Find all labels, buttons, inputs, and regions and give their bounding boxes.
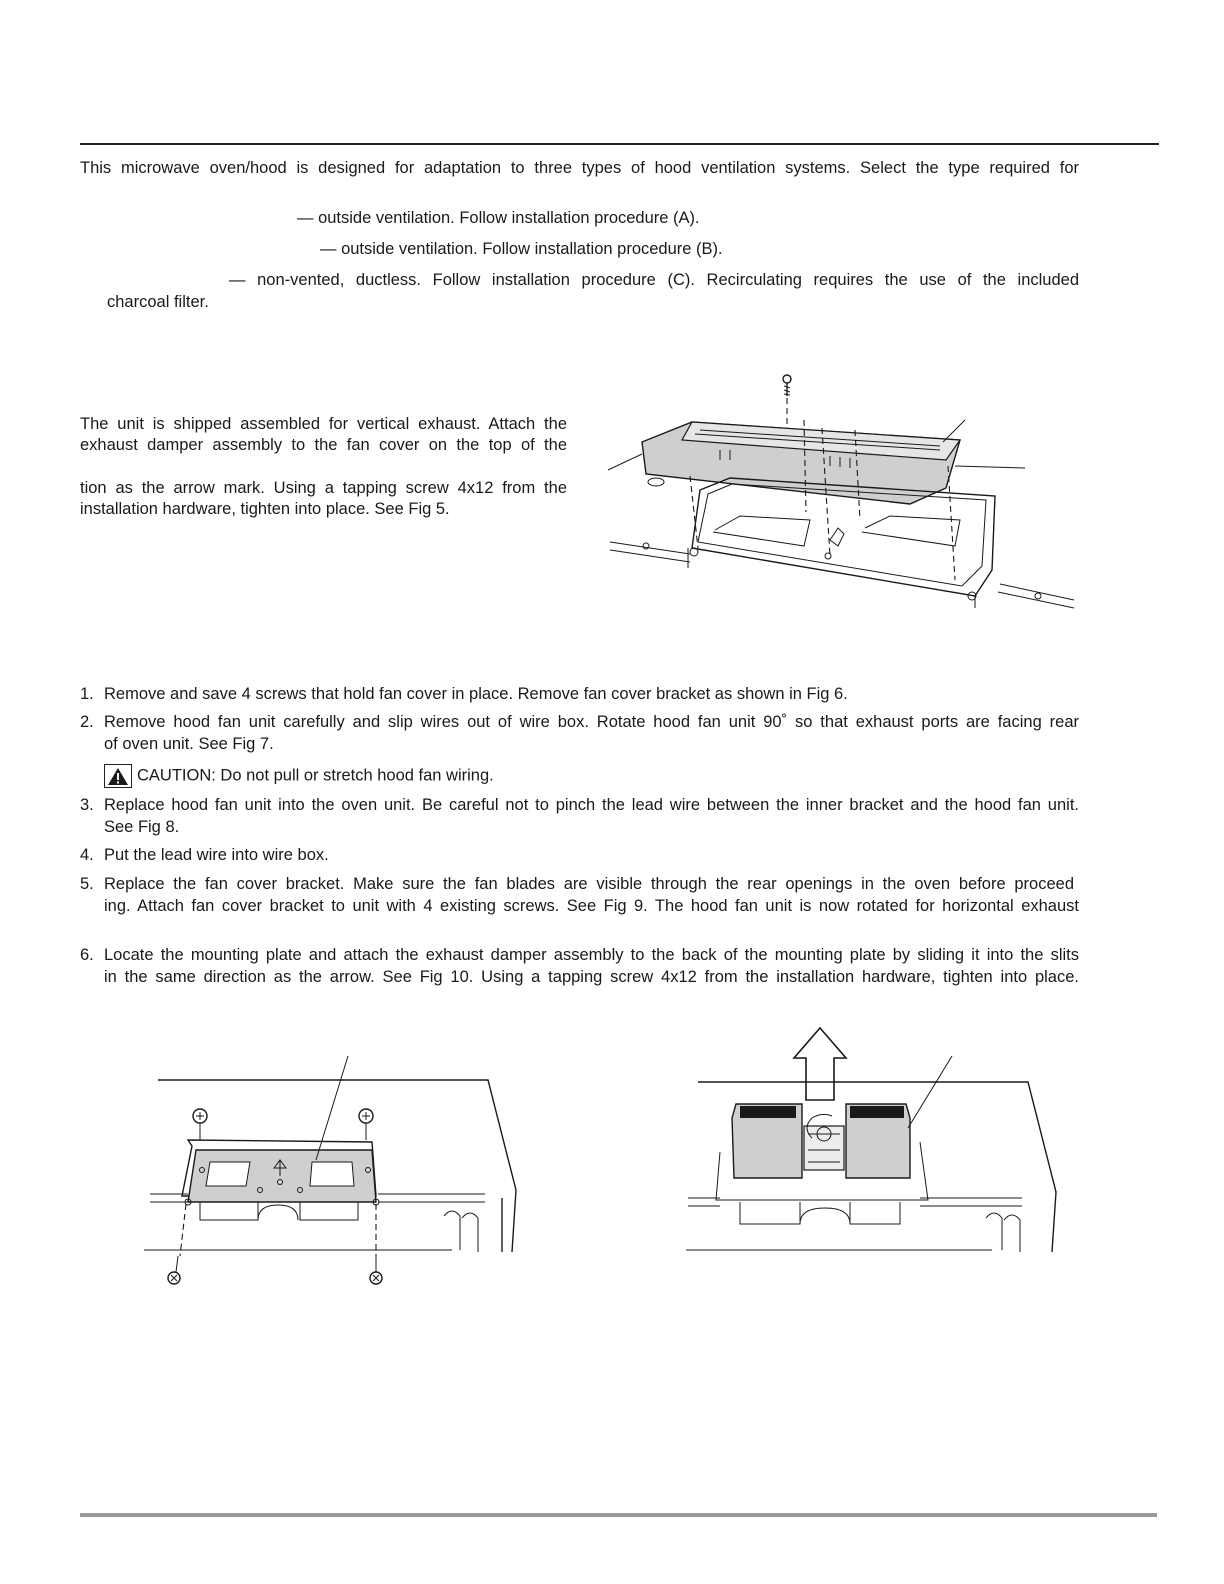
screw-icon <box>168 1256 180 1284</box>
step-3-line-1: Replace hood fan unit into the oven unit. Be careful not to pinch the lead wire between the inner bracket and the hood fan unit. <box>104 796 1079 814</box>
screw-icon <box>370 1256 382 1284</box>
step-6-line-1: Locate the mounting plate and attach the exhaust damper assembly to the back of the mounting plate by sliding it into the slits <box>104 946 1079 964</box>
screw-icon <box>359 1109 373 1140</box>
warning-triangle-icon <box>104 764 132 788</box>
footer-rule <box>80 1513 1157 1517</box>
step-1-number: 1. <box>80 685 94 703</box>
vertical-line-3: tion as the arrow mark. Using a tapping screw 4x12 from the <box>80 479 567 497</box>
option-a-text: — outside ventilation. Follow installation procedure (A). <box>297 209 700 227</box>
step-1-line-1: Remove and save 4 screws that hold fan cover in place. Remove fan cover bracket as shown in Fig 6. <box>104 685 848 703</box>
caution-text: CAUTION: Do not pull or stretch hood fan wiring. <box>137 766 494 785</box>
step-4-line-1: Put the lead wire into wire box. <box>104 846 329 864</box>
step-5-line-1: Replace the fan cover bracket. Make sure the fan blades are visible through the rear openings in the oven before proceed <box>104 875 1074 893</box>
step-3-line-2: See Fig 8. <box>104 818 180 836</box>
step-6-number: 6. <box>80 946 94 964</box>
vertical-line-1: The unit is shipped assembled for vertical exhaust. Attach the <box>80 415 567 433</box>
vertical-line-2: exhaust damper assembly to the fan cover on the top of the <box>80 436 567 454</box>
damper-assembly-figure <box>600 370 1090 615</box>
step-6-line-2: in the same direction as the arrow. See Fig 10. Using a tapping screw 4x12 from the installation hardware, tighten into place. <box>104 968 1079 986</box>
intro-text: This microwave oven/hood is designed for adaptation to three types of hood ventilation systems. Select the type required for <box>80 159 1079 177</box>
hood-fan-removal-figure <box>680 1022 1060 1262</box>
screw-icon <box>193 1109 207 1140</box>
option-b-text: — outside ventilation. Follow installation procedure (B). <box>320 240 723 258</box>
header-rule <box>80 143 1159 145</box>
vertical-line-4: installation hardware, tighten into place. See Fig 5. <box>80 500 450 518</box>
screw-icon <box>783 375 791 396</box>
step-2-number: 2. <box>80 713 94 731</box>
caution-note <box>104 764 494 788</box>
step-2-line-2: of oven unit. See Fig 7. <box>104 735 274 753</box>
option-c-text: — non-vented, ductless. Follow installation procedure (C). Recirculating requires the use of the included <box>229 271 1079 289</box>
step-2-line-1: Remove hood fan unit carefully and slip wires out of wire box. Rotate hood fan unit 90˚ so that exhaust ports are facing rear <box>104 713 1079 731</box>
option-c-continuation: charcoal filter. <box>107 293 209 311</box>
step-3-number: 3. <box>80 796 94 814</box>
fan-cover-bracket-figure <box>140 1050 530 1295</box>
step-5-line-2: ing. Attach fan cover bracket to unit with 4 existing screws. See Fig 9. The hood fan unit is now rotated for horizontal exhaust <box>104 897 1079 915</box>
step-4-number: 4. <box>80 846 94 864</box>
step-5-number: 5. <box>80 875 94 893</box>
